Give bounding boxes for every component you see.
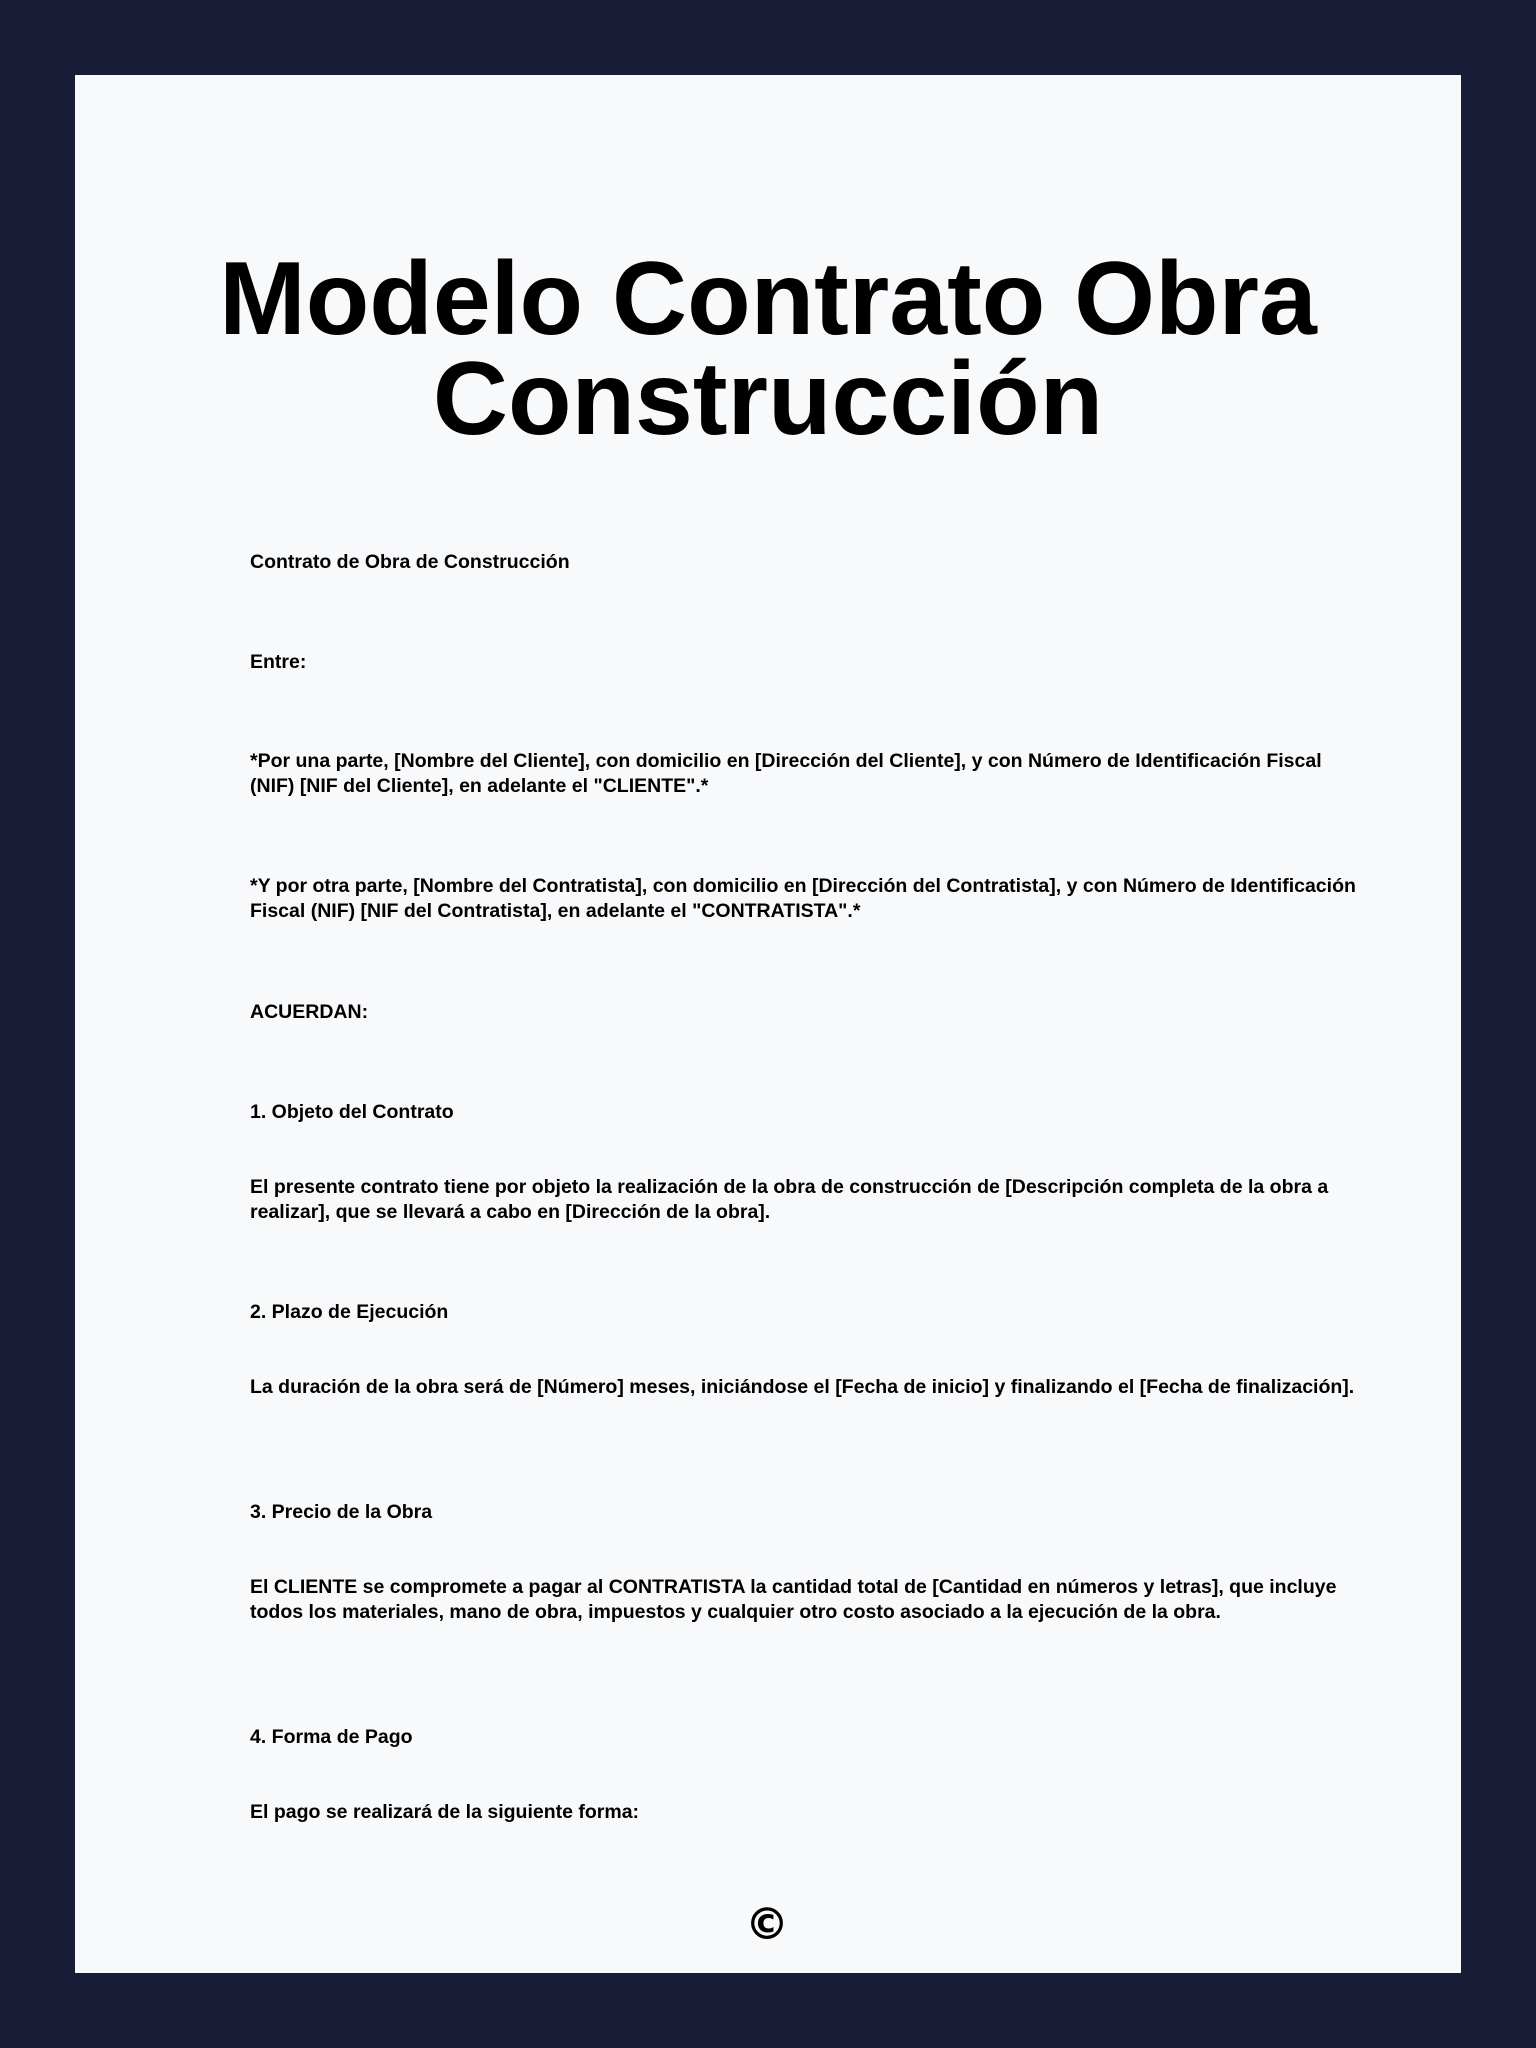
section-4-heading: 4. Forma de Pago [250,1726,413,1748]
document-page [75,75,1461,1973]
contract-heading: Contrato de Obra de Construcción [250,551,570,573]
section-2-paragraph: La duración de la obra será de [Número] meses, iniciándose el [Fecha de inicio] y finalizando el [Fecha de finalización]. [250,1376,1355,1398]
section-4-paragraph: El pago se realizará de la siguiente forma: [250,1801,640,1823]
title-line-1: Modelo Contrato Obra [219,241,1317,357]
section-1-paragraph: El presente contrato tiene por objeto la realización de la obra de construcción de [Descripción completa de la obra a realizar], que se llevará a cabo en [Dirección de la obra]. [250,1176,1329,1223]
section-1-heading: 1. Objeto del Contrato [250,1101,454,1123]
section-3-paragraph: El CLIENTE se compromete a pagar al CONTRATISTA la cantidad total de [Cantidad en números y letras], que incluye todos los materiales, mano de obra, impuestos y cualquier otro costo asociado a la ejecución de la obra. [250,1576,1337,1623]
agreement-heading: ACUERDAN: [250,1001,369,1023]
page-title [75,241,1461,457]
parties-intro: Entre: [250,651,307,673]
title-line-2: Construcción [432,341,1104,457]
contractor-party-paragraph: *Y por otra parte, [Nombre del Contratista], con domicilio en [Dirección del Contratista], y con Número de Identificación Fiscal (NIF) [NIF del Contratista], en adelante el "CONTRATISTA".* [250,875,1356,922]
copyright-icon: © [745,1899,789,1950]
section-2-heading: 2. Plazo de Ejecución [250,1301,449,1323]
client-party-paragraph: *Por una parte, [Nombre del Cliente], con domicilio en [Dirección del Cliente], y con Número de Identificación Fiscal (NIF) [NIF del Cliente], en adelante el "CLIENTE".* [250,750,1322,797]
section-3-heading: 3. Precio de la Obra [250,1501,433,1523]
